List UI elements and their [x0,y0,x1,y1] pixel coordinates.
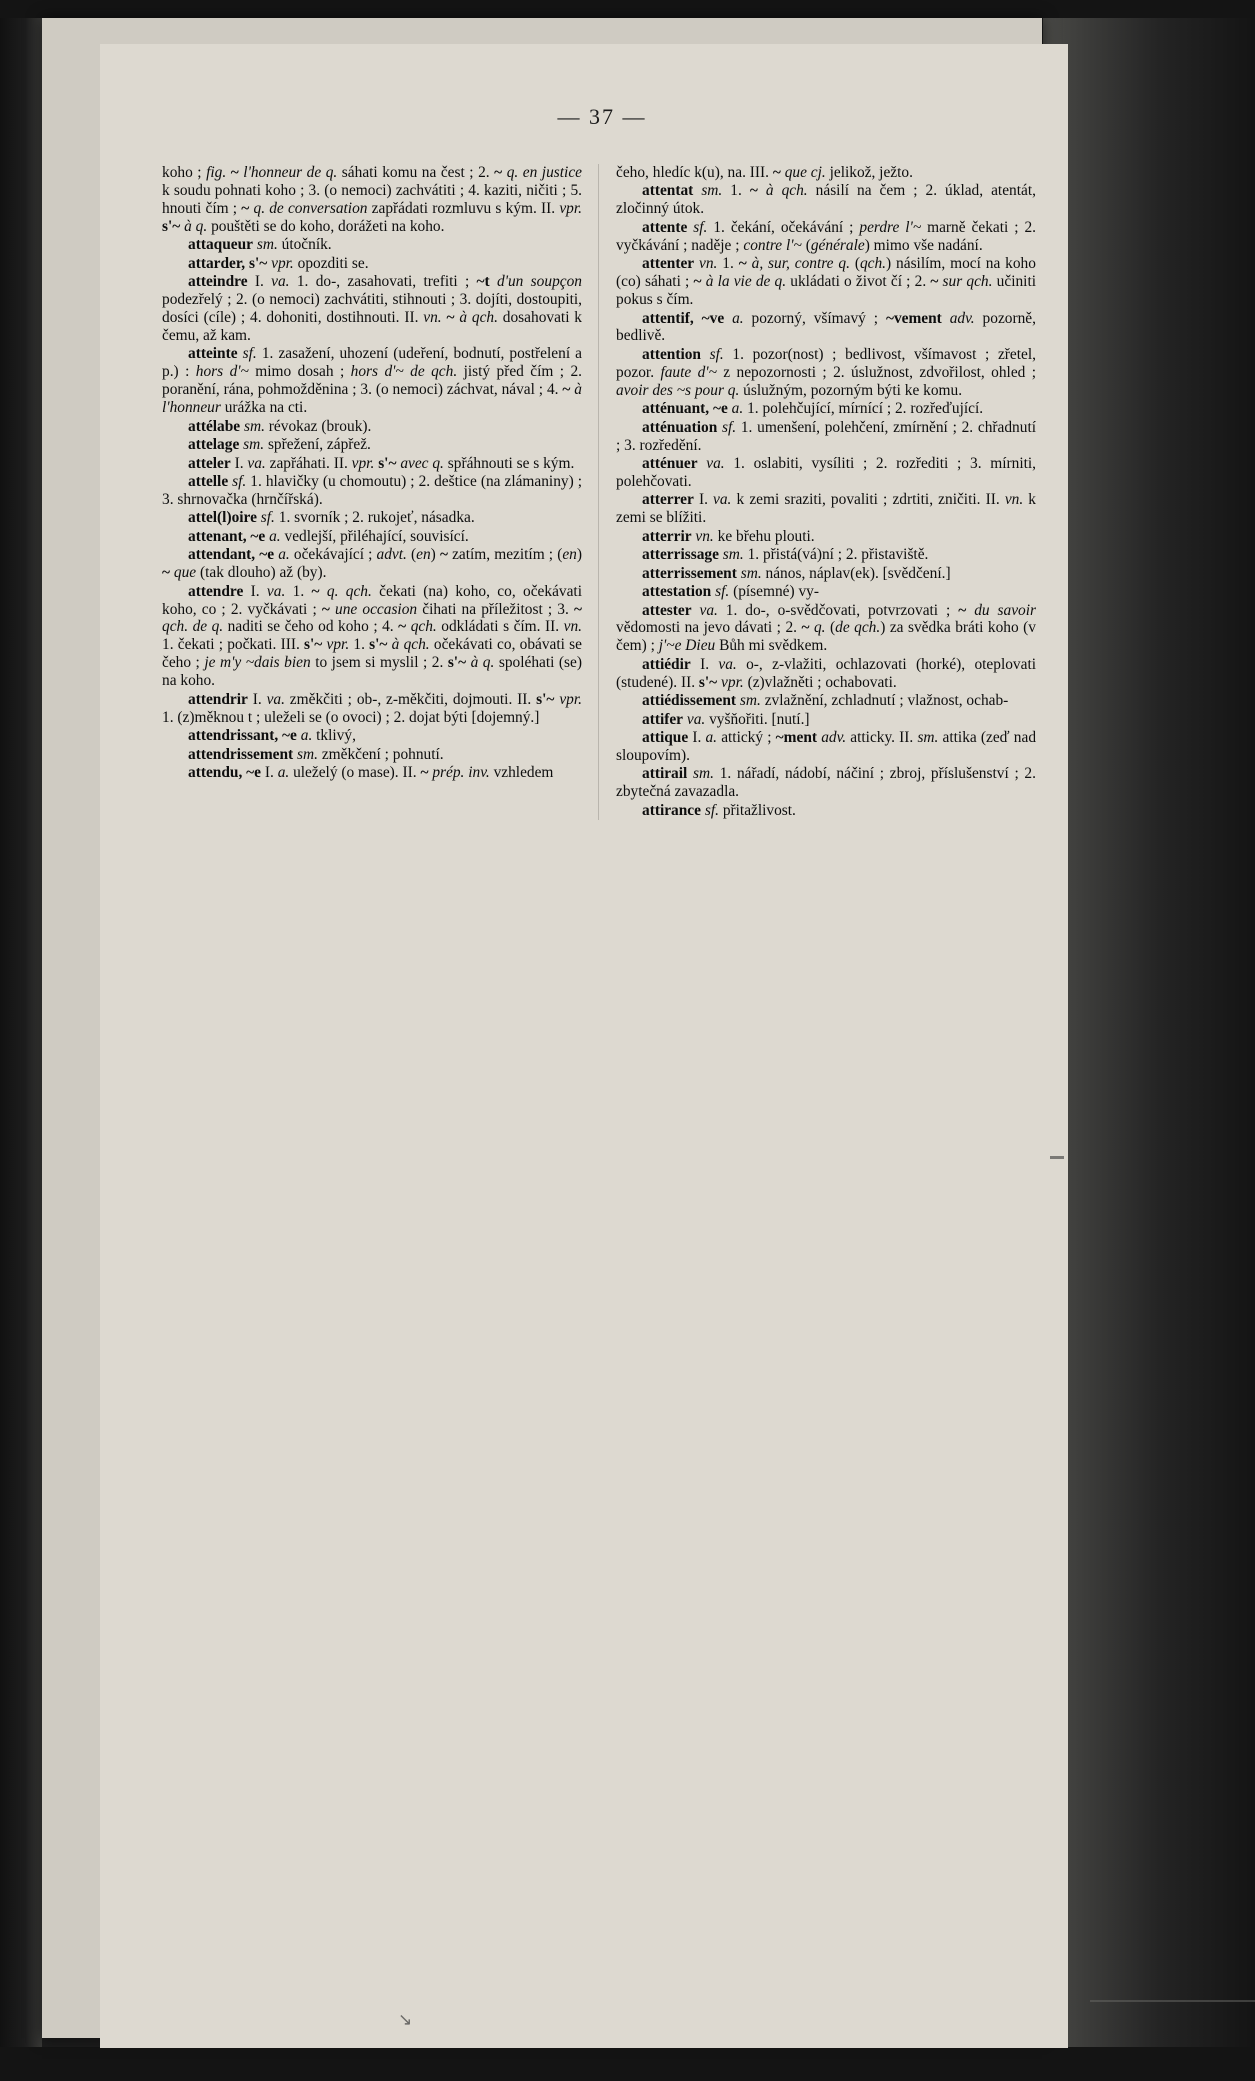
column-divider [598,164,599,820]
dictionary-entry: attendrissement sm. změkčení ; pohnutí. [188,745,444,763]
page-sheet [42,18,1042,2038]
dictionary-entry: attendrir I. va. změkčiti ; ob-, z-měkčiti, dojmouti. II. s'~ vpr. 1. (z)měknou t ; uleželi se (o ovoci) ; 2. dojat býti [dojemný.] [162,690,582,726]
dictionary-entry: attelage sm. spřežení, zápřež. [188,436,371,454]
dictionary-entry: atteinte sf. 1. zasažení, uhození (udeření, bodnutí, postřelení a p.) : hors d'~ mimo dosah ; hors d'~ de qch. jistý před čím ; 2. poranění, rána, pohmožděnina ; 3. (o nemoci) záchvat, nával ; 4. ~ à l'honneur urážka na cti. [162,345,583,417]
page-number: — 37 — [557,104,647,129]
dictionary-entry: čeho, hledíc k(u), na. III. ~ que cj. jelikož, ježto. [616,164,913,181]
right-column [596,164,1036,820]
stray-pen-mark: ↘ [398,2010,413,2029]
page-content [162,104,1042,2029]
dictionary-entry: attiédissement sm. zvlažnění, zchladnutí ; vlažnost, ochab- [642,692,1009,710]
dictionary-entry: attirail sm. 1. nářadí, nádobí, náčiní ; zbroj, příslušenství ; 2. zbytečná zavazadla. [616,765,1036,801]
dictionary-entry: attaqueur sm. útočník. [188,236,332,254]
dictionary-entry: attélabe sm. révokaz (brouk). [188,417,372,435]
dictionary-entry: attel(l)oire sf. 1. svorník ; 2. rukojeť, násadka. [188,509,475,527]
dictionary-entry: atteler I. va. zapřáhati. II. vpr. s'~ avec q. spřáhnouti se s kým. [188,454,575,472]
dictionary-entry: atténuation sf. 1. umenšení, polehčení, zmírnění ; 2. chřadnutí ; 3. rozředění. [616,418,1036,454]
dictionary-entry: atteindre I. va. 1. do-, zasahovati, trefiti ; ~t d'un soupçon podezřelý ; 2. (o nemoci) zachvátiti, stihnouti ; 3. dojíti, dostoupiti, dosíci (cíle) ; 4. dohoniti, dostihnouti. II. vn. ~ à qch. dosahovati k čemu, až kam. [162,273,582,344]
left-scan-shadow [0,0,42,2081]
dictionary-entry: attendu, ~e I. a. uleželý (o mase). II. ~ prép. inv. vzhledem [188,763,554,781]
dictionary-entry: koho ; fig. ~ l'honneur de q. sáhati komu na čest ; 2. ~ q. en justice k soudu pohnati koho ; 3. (o nemoci) zachvátiti ; 4. kaziti, ničiti ; 5. hnouti čím ; ~ q. de conversation zapřádati rozmluvu s kým. II. vpr. s'~ à q. pouštěti se do koho, dorážeti na koho. [162,164,582,235]
dictionary-entry: attendre I. va. 1. ~ q. qch. čekati (na) koho, co, očekávati koho, co ; 2. vyčkávati ; ~ une occasion čihati na příležitost ; 3. ~ qch. de q. naditi se čeho od koho ; 4. ~ qch. odkládati s čím. II. vn. 1. čekati ; počkati. III. s'~ vpr. 1. s'~ à qch. očekávati co, obávati se čeho ; je m'y ~dais bien to jsem si myslil ; 2. s'~ à q. spoléhati (se) na koho. [162,582,582,690]
bottom-scan-shadow [0,2047,1255,2081]
dictionary-entry: atterrir vn. ke břehu plouti. [642,527,815,545]
dictionary-entry: attendrissant, ~e a. tklivý, [188,727,356,745]
dictionary-entry: atterrer I. va. k zemi sraziti, povaliti ; zdrtiti, zničiti. II. vn. k zemi se blížiti. [616,491,1036,527]
dictionary-entry: attique I. a. attický ; ~ment adv. atticky. II. sm. attika (zeď nad sloupovím). [616,729,1037,764]
right-scan-shadow [1043,0,1255,2081]
dictionary-entry: attention sf. 1. pozor(nost) ; bedlivost, všímavost ; zřetel, pozor. faute d'~ z nepozornosti ; 2. úslužnost, zdvořilost, ohled ; avoir des ~s pour q. úslužným, pozorným býti ke komu. [616,345,1037,399]
dictionary-entry: attenant, ~e a. vedlejší, přiléhající, souvisící. [188,527,469,545]
two-column-body [162,164,1042,820]
dictionary-entry: attarder, s'~ vpr. opozditi se. [188,254,369,272]
edge-smudge [1050,1156,1064,1159]
dictionary-entry: atterrissage sm. 1. přistá(vá)ní ; 2. přistaviště. [642,546,929,564]
dictionary-entry: attendant, ~e a. očekávající ; advt. (en) ~ zatím, mezitím ; (en) ~ que (tak dlouho) až (by). [162,546,583,582]
dictionary-entry: attelle sf. 1. hlavičky (u chomoutu) ; 2. deštice (na zlámaniny) ; 3. shrnovačka (hrnčířská). [162,472,582,508]
dictionary-entry: attente sf. 1. čekání, očekávání ; perdre l'~ marně čekati ; 2. vyčkávání ; naděje ; contre l'~ (générale) mimo vše nadání. [616,218,1037,254]
dictionary-entry: atténuant, ~e a. 1. polehčující, mírnící ; 2. rozřeďující. [642,400,984,418]
top-scan-shadow [0,0,1255,18]
dictionary-entry: attentat sm. 1. ~ à qch. násilí na čem ; 2. úklad, atentát, zločinný útok. [616,182,1036,218]
dictionary-entry: attestation sf. (písemné) vy- [642,583,819,601]
dictionary-entry: attirance sf. přitažlivost. [642,801,796,819]
scan-artifact-line [1090,2000,1255,2002]
dictionary-entry: attenter vn. 1. ~ à, sur, contre q. (qch.) násilím, mocí na koho (co) sáhati ; ~ à la vie de q. ukládati o život čí ; 2. ~ sur qch. učiniti pokus s čím. [616,255,1036,309]
dictionary-entry: attiédir I. va. o-, z-vlažiti, ochlazovati (horké), oteplovati (studené). II. s'~ vpr. (z)vlažněti ; ochabovati. [616,655,1037,691]
dictionary-entry: atténuer va. 1. oslabiti, vysíliti ; 2. rozřediti ; 3. mírniti, polehčovati. [616,455,1036,490]
paper-surface [100,44,1068,2048]
dictionary-entry: atterrissement sm. nános, náplav(ek). [svědčení.] [642,564,951,582]
dictionary-entry: attentif, ~ve a. pozorný, všímavý ; ~vement adv. pozorně, bedlivě. [616,309,1036,345]
left-column [162,164,596,820]
dictionary-entry: attester va. 1. do-, o-svědčovati, potvrzovati ; ~ du savoir vědomosti na jevo dávati ; 2. ~ q. (de qch.) za svědka bráti koho (v čem) ; j'~e Dieu Bůh mi svědkem. [616,601,1036,655]
dictionary-entry: attifer va. vyšňořiti. [nutí.] [642,710,810,728]
